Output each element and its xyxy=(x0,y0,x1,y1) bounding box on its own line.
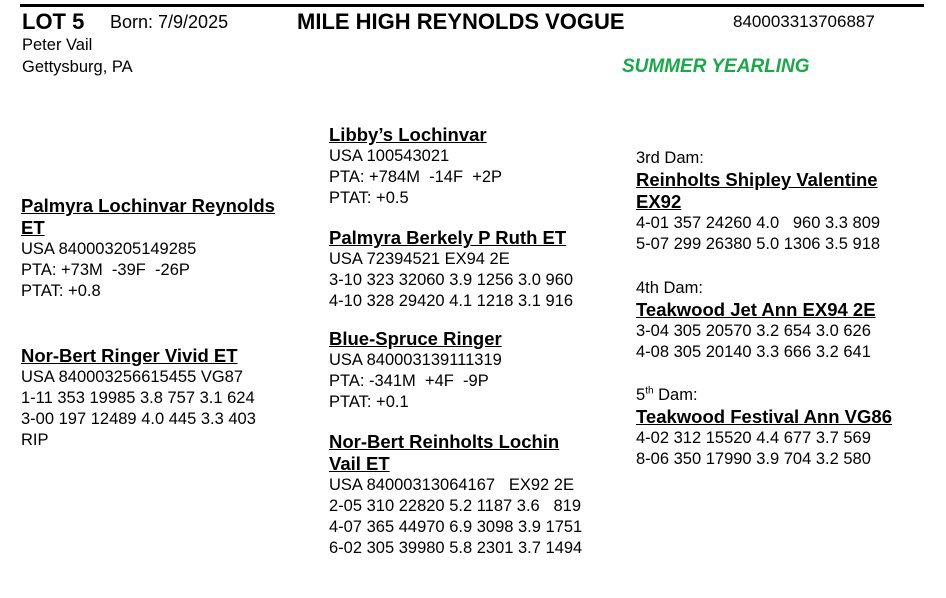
registration-number: 840003313706887 xyxy=(733,12,875,31)
fifth-dam-name: Teakwood Festival Ann VG86 xyxy=(636,406,892,427)
third-dam-label: 3rd Dam: xyxy=(636,149,704,167)
lot-number: LOT 5 xyxy=(22,9,85,34)
birth-date: Born: 7/9/2025 xyxy=(110,12,229,32)
sire-pta: PTA: +73M -39F -26P xyxy=(21,261,190,279)
dams-dam-record: 4-07 365 44970 6.9 3098 3.9 1751 xyxy=(329,518,583,536)
fourth-dam-record: 3-04 305 20570 3.2 654 3.0 626 xyxy=(636,322,871,340)
sire-name-suffix: ET xyxy=(21,217,45,238)
sale-category: SUMMER YEARLING xyxy=(622,56,810,77)
sires-sire-registration: USA 100543021 xyxy=(329,147,450,165)
fifth-dam-record: 8-06 350 17990 3.9 704 3.2 580 xyxy=(636,450,871,468)
dams-dam-name-suffix: Vail ET xyxy=(329,453,390,474)
dam-record: 3-00 197 12489 4.0 445 3.3 403 xyxy=(21,410,256,428)
dam-registration: USA 840003256615455 VG87 xyxy=(21,368,244,386)
sire-name: Palmyra Lochinvar Reynolds xyxy=(21,195,275,216)
dams-dam-registration: USA 84000313064167 EX92 2E xyxy=(329,476,574,494)
dam-record: RIP xyxy=(21,431,49,449)
top-rule xyxy=(20,4,924,7)
dams-sire-name: Blue-Spruce Ringer xyxy=(329,328,502,349)
sires-dam-block xyxy=(329,227,573,312)
dam-block xyxy=(21,345,256,451)
sires-dam-record: 4-10 328 29420 4.1 1218 3.1 916 xyxy=(329,292,574,310)
fourth-dam-block xyxy=(636,278,876,363)
sires-sire-name: Libby’s Lochinvar xyxy=(329,124,487,145)
sire-ptat: PTAT: +0.8 xyxy=(21,282,101,300)
consignor-location: Gettysburg, PA xyxy=(22,58,133,76)
fifth-dam-block xyxy=(636,385,892,470)
fourth-dam-record: 4-08 305 20140 3.3 666 3.2 641 xyxy=(636,343,871,361)
dams-dam-name: Nor-Bert Reinholts Lochin xyxy=(329,431,560,452)
third-dam-record: 4-01 357 24260 4.0 960 3.3 809 xyxy=(636,214,881,232)
sires-sire-block xyxy=(329,124,502,209)
dams-sire-pta: PTA: -341M +4F -9P xyxy=(329,372,489,390)
dams-sire-block xyxy=(329,328,502,413)
sires-sire-pta: PTA: +784M -14F +2P xyxy=(329,168,503,186)
third-dam-block xyxy=(636,148,880,255)
sires-dam-name: Palmyra Berkely P Ruth ET xyxy=(329,227,567,248)
sire-block xyxy=(21,195,275,302)
third-dam-name-suffix: EX92 xyxy=(636,191,682,212)
fifth-dam-record: 4-02 312 15520 4.4 677 3.7 569 xyxy=(636,429,871,447)
fifth-dam-label: 5th Dam: xyxy=(636,385,698,404)
fourth-dam-label: 4th Dam: xyxy=(636,279,703,297)
dam-name: Nor-Bert Ringer Vivid ET xyxy=(21,345,238,366)
third-dam-record: 5-07 299 26380 5.0 1306 3.5 918 xyxy=(636,235,881,253)
dams-dam-record: 2-05 310 22820 5.2 1187 3.6 819 xyxy=(329,497,581,515)
dams-sire-registration: USA 840003139111319 xyxy=(329,351,502,369)
dam-record: 1-11 353 19985 3.8 757 3.1 624 xyxy=(21,389,255,407)
dams-dam-block xyxy=(329,431,582,559)
dams-sire-ptat: PTAT: +0.1 xyxy=(329,393,409,411)
animal-name: MILE HIGH REYNOLDS VOGUE xyxy=(297,9,625,34)
dams-dam-record: 6-02 305 39980 5.8 2301 3.7 1494 xyxy=(329,539,583,557)
sires-sire-ptat: PTAT: +0.5 xyxy=(329,189,409,207)
fourth-dam-name: Teakwood Jet Ann EX94 2E xyxy=(636,299,876,320)
sires-dam-record: 3-10 323 32060 3.9 1256 3.0 960 xyxy=(329,271,574,289)
third-dam-name: Reinholts Shipley Valentine xyxy=(636,169,878,190)
consignor-name: Peter Vail xyxy=(22,36,93,54)
sire-registration: USA 840003205149285 xyxy=(21,240,197,258)
sires-dam-registration: USA 72394521 EX94 2E xyxy=(329,250,510,268)
